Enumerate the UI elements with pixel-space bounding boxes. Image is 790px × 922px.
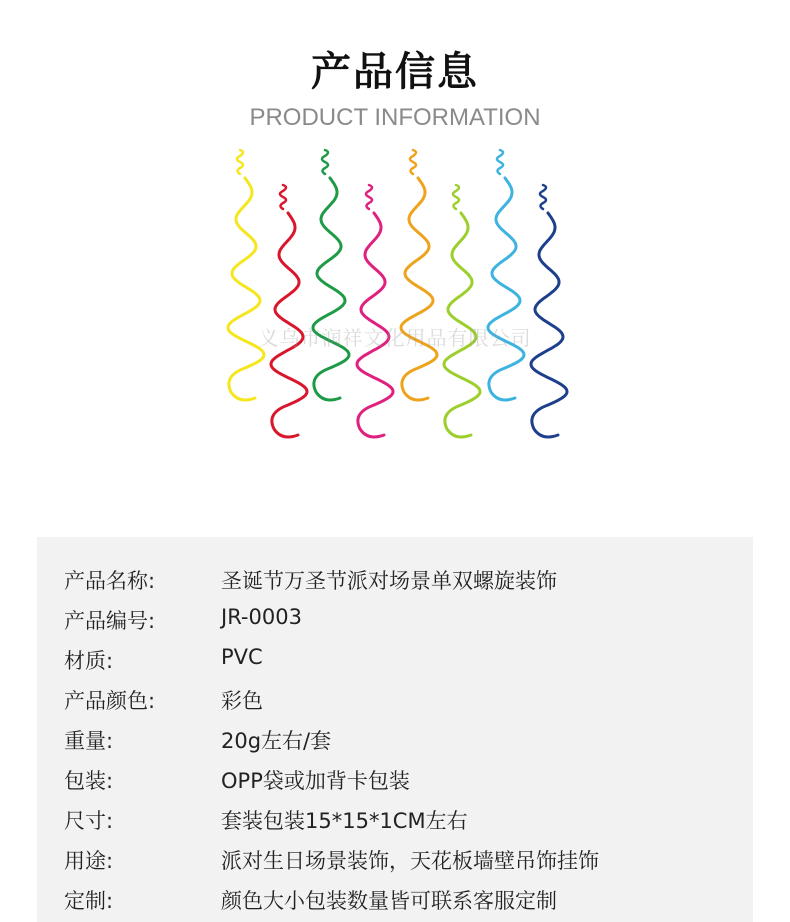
info-label: 产品名称: [64, 569, 156, 593]
info-label: 材质: [64, 649, 114, 673]
info-label: 用途: [64, 849, 114, 873]
spiral-decoration [488, 150, 524, 400]
spiral-decoration [271, 185, 307, 437]
spiral-decoration [444, 185, 480, 437]
info-value: JR-0003 [221, 605, 302, 629]
info-label: 定制: [64, 889, 114, 913]
info-label: 产品编号: [64, 609, 156, 633]
info-value: OPP袋或加背卡包装 [221, 769, 410, 793]
spiral-decoration [531, 185, 567, 437]
spiral-decoration [401, 150, 437, 400]
page-title: 产品信息 [311, 49, 479, 95]
info-value: 彩色 [221, 689, 263, 713]
info-value: 派对生日场景装饰，天花板墙壁吊饰挂饰 [221, 849, 599, 873]
spiral-decoration [228, 150, 264, 400]
page-subtitle: PRODUCT INFORMATION [249, 104, 541, 131]
watermark: 义乌市润祥文化用品有限公司 [258, 326, 532, 350]
spiral-decoration [313, 150, 349, 400]
info-value: 20g左右/套 [221, 729, 332, 753]
info-value: 套装包装15*15*1CM左右 [221, 809, 468, 833]
product-info-panel [37, 537, 753, 922]
spiral-decoration [357, 185, 393, 437]
info-value: PVC [221, 645, 263, 669]
info-label: 包装: [64, 769, 114, 793]
info-label: 重量: [64, 729, 114, 753]
info-label: 产品颜色: [64, 689, 156, 713]
product-image [200, 140, 590, 460]
info-label: 尺寸: [64, 809, 114, 833]
info-value: 圣诞节万圣节派对场景单双螺旋装饰 [221, 569, 557, 593]
info-value: 颜色大小包装数量皆可联系客服定制 [221, 889, 557, 913]
